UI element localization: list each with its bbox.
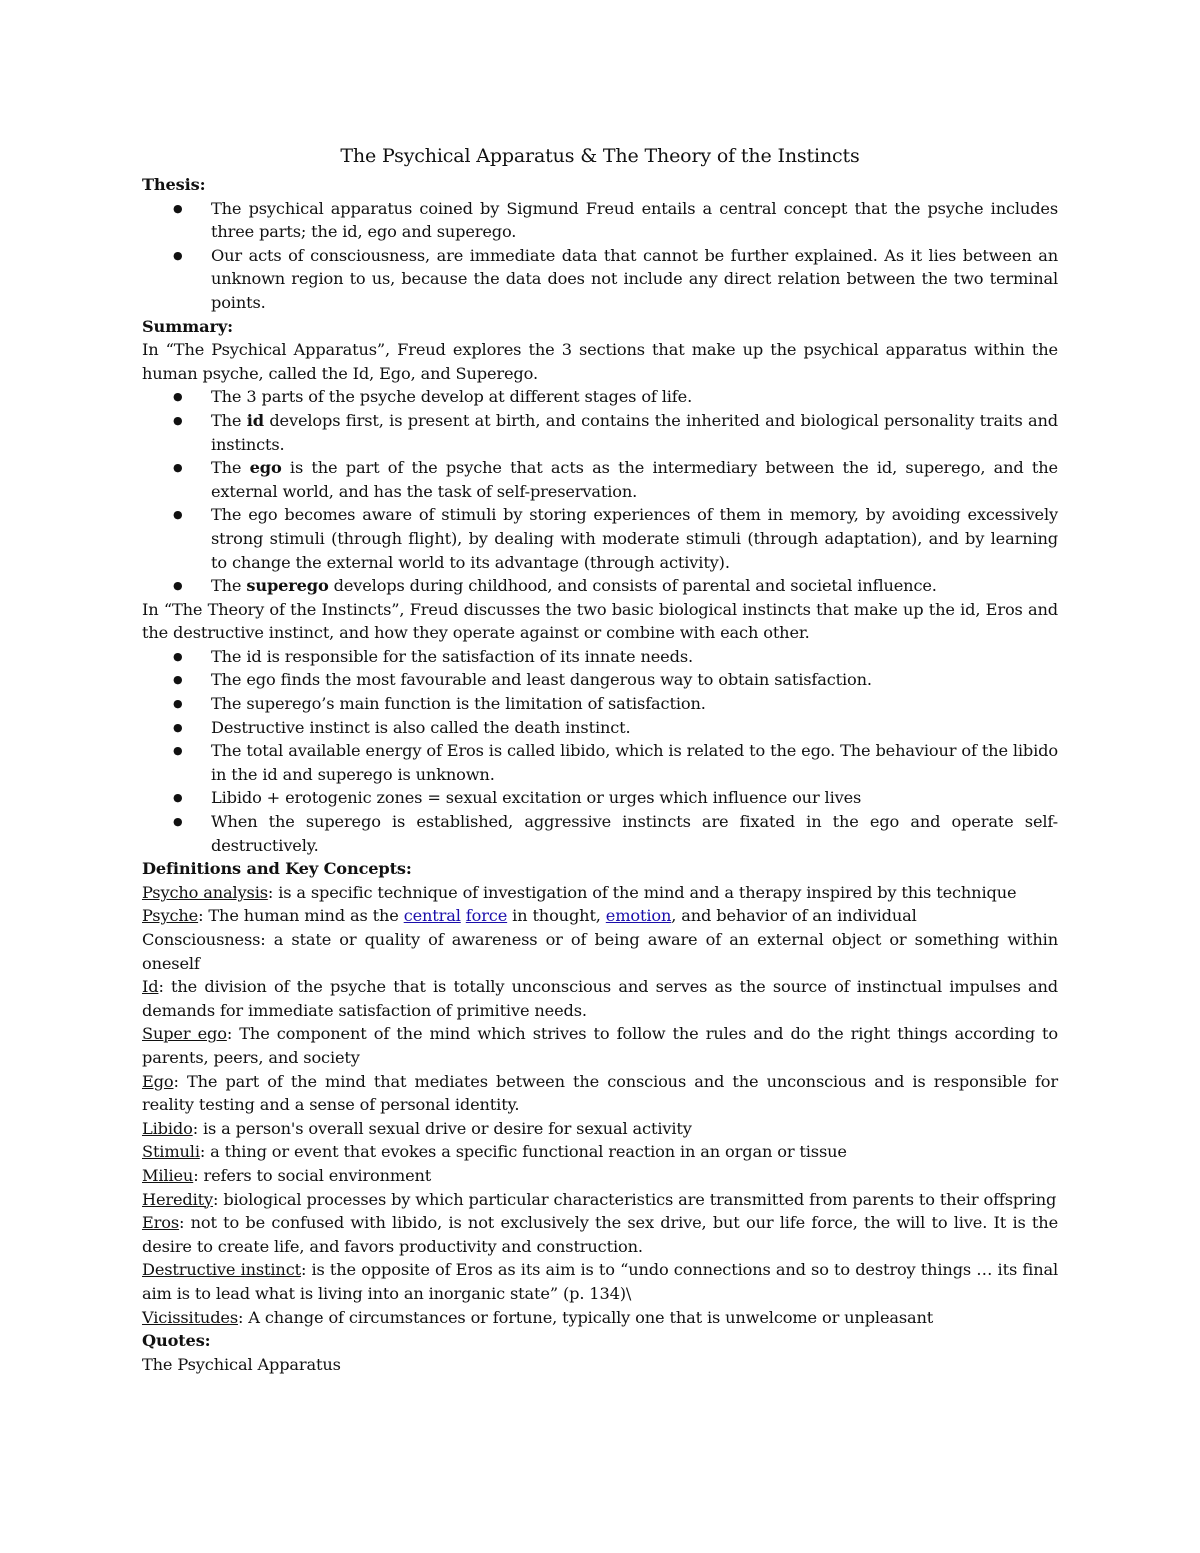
summary-intro-instincts: In “The Theory of the Instincts”, Freud discusses the two basic biological instincts that make up the id, Eros and the destructive instinct, and how they operate against or combine with each other. bbox=[142, 599, 1058, 643]
thesis-heading: Thesis: bbox=[142, 175, 206, 194]
quotes-heading: Quotes: bbox=[142, 1331, 211, 1351]
list-item: ● When the superego is established, aggressive instincts are fixated in the ego and operate self-destructively. bbox=[173, 812, 1058, 855]
bullet-icon: ● bbox=[173, 697, 183, 711]
link-emotion[interactable]: emotion bbox=[605, 906, 672, 926]
list-item: ● The superego’s main function is the limitation of satisfaction. bbox=[211, 692, 1058, 716]
bold-term: superego bbox=[246, 576, 329, 596]
list-item: ● The id develops first, is present at birth, and contains the inherited and biological personality traits and instincts. bbox=[173, 410, 1058, 454]
definition-stimuli: Stimuli: a thing or event that evokes a specific functional reaction in an organ or tissue bbox=[142, 1142, 847, 1162]
summary-list-instincts bbox=[142, 645, 1058, 857]
term-label: Eros bbox=[142, 1213, 180, 1233]
term-label: Vicissitudes bbox=[142, 1307, 238, 1327]
list-item: ● Destructive instinct is also called the death instinct. bbox=[211, 716, 1058, 740]
bullet-icon: ● bbox=[173, 744, 183, 758]
list-item: ● The ego finds the most favourable and least dangerous way to obtain satisfaction. bbox=[211, 668, 1058, 692]
term-label: Id bbox=[142, 977, 159, 997]
quotes-subheading: The Psychical Apparatus bbox=[142, 1354, 341, 1374]
bullet-icon: ● bbox=[173, 673, 183, 687]
list-item: ● The ego is the part of the psyche that acts as the intermediary between the id, superego, and the external world, and has the task of self-preservation. bbox=[173, 458, 1058, 501]
list-item: ● Libido + erotogenic zones = sexual excitation or urges which influence our lives bbox=[211, 786, 1058, 810]
bullet-icon: ● bbox=[173, 201, 183, 215]
bullet-icon: ● bbox=[173, 649, 183, 663]
definition-heredity: Heredity: biological processes by which particular characteristics are transmitted from parents to their offspring bbox=[142, 1189, 1057, 1209]
definition-vicissitudes: Vicissitudes: A change of circumstances or fortune, typically one that is unwelcome or unpleasant bbox=[142, 1307, 934, 1327]
definition-superego: Super ego: The component of the mind which strives to follow the rules and do the right things according to parents, peers, and society bbox=[142, 1024, 1058, 1067]
term-label: Ego bbox=[142, 1071, 174, 1091]
definition-id: Id: the division of the psyche that is totally unconscious and serves as the source of instinctual impulses and demands for immediate satisfaction of primitive needs. bbox=[142, 977, 1058, 1020]
summary-heading: Summary: bbox=[142, 316, 233, 336]
link-force[interactable]: force bbox=[465, 906, 508, 926]
list-item: ● The id is responsible for the satisfaction of its innate needs. bbox=[211, 645, 1058, 669]
document-page bbox=[142, 143, 1058, 1376]
bullet-icon: ● bbox=[173, 815, 183, 829]
term-label: Super ego bbox=[142, 1024, 227, 1044]
bullet-icon: ● bbox=[173, 461, 183, 475]
term-label: Psycho analysis bbox=[142, 882, 268, 902]
list-item: ● The ego becomes aware of stimuli by storing experiences of them in memory, by avoiding excessively strong stimuli (through flight), by dealing with moderate stimuli (through adaptation), and by learning to change the external world to its advantage (through activity). bbox=[173, 505, 1058, 572]
summary-intro-apparatus: In “The Psychical Apparatus”, Freud explores the 3 sections that make up the psychical apparatus within the human psyche, called the Id, Ego, and Superego. bbox=[142, 340, 1058, 383]
document-title: The Psychical Apparatus & The Theory of the Instincts bbox=[340, 145, 860, 167]
bullet-icon: ● bbox=[173, 248, 183, 262]
definition-milieu: Milieu: refers to social environment bbox=[142, 1165, 432, 1185]
bold-term: ego bbox=[249, 458, 282, 478]
list-item: ● Our acts of consciousness, are immediate data that cannot be further explained. As it lies between an unknown region to us, because the data does not include any direct relation between the two terminal points. bbox=[173, 245, 1058, 312]
term-label: Heredity bbox=[142, 1189, 214, 1209]
bullet-icon: ● bbox=[173, 508, 183, 522]
bullet-icon: ● bbox=[173, 390, 183, 404]
term-label: Psyche bbox=[142, 906, 199, 926]
definition-consciousness: Consciousness: a state or quality of awareness or of being aware of an external object or something within oneself bbox=[142, 930, 1058, 973]
list-item: ● The superego develops during childhood, and consists of parental and societal influence. bbox=[211, 574, 1058, 598]
bullet-icon: ● bbox=[173, 791, 183, 805]
bold-term: id bbox=[246, 410, 264, 430]
definition-destructive-instinct: Destructive instinct: is the opposite of Eros as its aim is to “undo connections and so to destroy things … its final aim is to lead what is living into an inorganic state” (p. 134)\ bbox=[142, 1260, 1058, 1303]
definition-eros: Eros: not to be confused with libido, is not exclusively the sex drive, but our life force, the will to live. It is the desire to create life, and favors productivity and construction. bbox=[142, 1213, 1058, 1256]
list-item: ● The psychical apparatus coined by Sigmund Freud entails a central concept that the psyche includes three parts; the id, ego and superego. bbox=[173, 198, 1058, 242]
thesis-list bbox=[142, 197, 1058, 315]
bullet-icon: ● bbox=[173, 579, 183, 593]
link-central[interactable]: central bbox=[403, 906, 461, 926]
summary-list-apparatus bbox=[142, 385, 1058, 597]
definitions-heading: Definitions and Key Concepts: bbox=[142, 859, 412, 879]
term-label: Stimuli bbox=[142, 1142, 200, 1162]
definition-psychoanalysis: Psycho analysis: is a specific technique of investigation of the mind and a therapy inspired by this technique bbox=[142, 882, 1017, 902]
bullet-icon: ● bbox=[173, 413, 183, 427]
list-item: ● The 3 parts of the psyche develop at different stages of life. bbox=[211, 385, 1058, 409]
term-label: Milieu bbox=[142, 1165, 194, 1185]
term-label: Libido bbox=[142, 1118, 193, 1138]
list-item: ● The total available energy of Eros is called libido, which is related to the ego. The behaviour of the libido in the id and superego is unknown. bbox=[173, 741, 1058, 784]
definition-psyche: Psyche: The human mind as the central force in thought, emotion, and behavior of an individual bbox=[142, 906, 917, 926]
term-label: Destructive instinct bbox=[142, 1260, 301, 1280]
definition-libido: Libido: is a person's overall sexual drive or desire for sexual activity bbox=[142, 1118, 692, 1138]
definition-ego: Ego: The part of the mind that mediates between the conscious and the unconscious and is responsible for reality testing and a sense of personal identity. bbox=[142, 1071, 1058, 1115]
bullet-icon: ● bbox=[173, 720, 183, 734]
